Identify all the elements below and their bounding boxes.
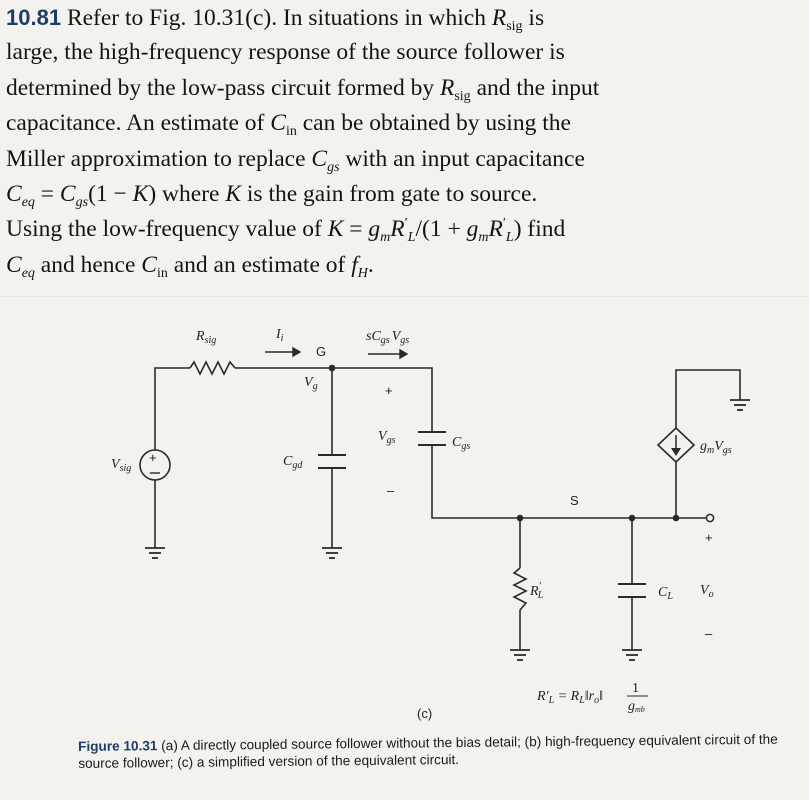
ground-icon xyxy=(622,650,642,660)
dependent-current-source xyxy=(658,428,694,462)
gm-symbol: g xyxy=(466,216,479,243)
problem-text: Miller approximation to replace xyxy=(6,145,312,172)
problem-line-6 xyxy=(6,177,802,212)
problem-text: (1 − xyxy=(88,180,133,207)
problem-text: = xyxy=(343,216,369,243)
problem-text: with an input capacitance xyxy=(339,145,585,172)
ii-label: $I_i$ xyxy=(276,327,284,344)
fh-symbol: f xyxy=(351,251,358,278)
v-sig-source xyxy=(140,450,170,480)
ground-icon xyxy=(510,650,530,660)
c-eq-symbol: C xyxy=(6,251,22,278)
r-sig-symbol: R xyxy=(491,5,507,31)
prime-mark: ′ xyxy=(502,216,506,232)
formula-numerator: 1 xyxy=(632,681,639,696)
c-l-capacitor xyxy=(618,584,646,597)
problem-line-5 xyxy=(6,142,802,177)
problem-text: can be obtained by using the xyxy=(296,110,571,137)
ground-icon xyxy=(145,548,165,558)
rl-label: R′ L xyxy=(530,581,544,601)
problem-line-4 xyxy=(6,106,802,141)
rl-symbol: R xyxy=(488,216,503,243)
ground-icon xyxy=(322,548,342,558)
prime-mark: ′ xyxy=(404,216,408,232)
part-label: (c) xyxy=(417,706,433,721)
c-gs-symbol: C xyxy=(59,180,76,207)
rl-subscript: L xyxy=(407,230,416,246)
output-terminal xyxy=(706,514,713,521)
c-gd-label: $C_{gd}$ xyxy=(283,454,303,471)
separator xyxy=(0,296,809,297)
problem-text: = xyxy=(34,180,60,207)
problem-text: and hence xyxy=(34,251,142,278)
problem-statement xyxy=(6,0,802,283)
node-dot xyxy=(673,515,680,522)
problem-text: ) find xyxy=(513,216,566,243)
c-in-subscript: in xyxy=(156,265,168,281)
r-sig-label: $R_{sig}$ xyxy=(196,329,217,346)
node-dot xyxy=(629,515,636,522)
rl-resistor xyxy=(514,568,526,610)
circuit-wires xyxy=(155,368,740,650)
k-symbol: K xyxy=(225,180,242,207)
vg-label: $V_g$ xyxy=(304,375,318,392)
c-eq-symbol: C xyxy=(6,180,22,207)
r-sig-subscript: sig xyxy=(506,19,523,34)
r-sig-symbol: R xyxy=(439,74,455,101)
scgs-vgs-label: $sC_{gs}$ $V_{gs}$ xyxy=(366,329,410,346)
c-in-symbol: C xyxy=(141,251,157,278)
r-sig-subscript: sig xyxy=(454,88,471,104)
c-gs-label: $C_{gs}$ xyxy=(452,435,471,452)
problem-number: 10.81 xyxy=(6,5,62,30)
rl-subscript: L xyxy=(505,230,514,246)
gm-subscript: m xyxy=(478,230,489,246)
wire xyxy=(155,368,190,450)
vgs-plus: + xyxy=(385,383,393,398)
c-gs-symbol: C xyxy=(311,145,328,172)
vo-label: $V_o$ xyxy=(700,583,714,600)
figure-number: Figure 10.31 xyxy=(78,738,158,754)
caption-text: (a) A directly coupled source follower without the bias detail; (b) high-frequency equivalent circuit of the source follower; (c) a simplified version of the equivalent circuit. xyxy=(78,731,778,771)
problem-text: determined by the low-pass circuit formed by xyxy=(6,74,440,101)
ground-icon xyxy=(730,400,750,410)
problem-line-2 xyxy=(6,35,802,70)
c-gs-subscript: gs xyxy=(327,159,340,175)
r-sig-resistor xyxy=(190,362,235,374)
s-node-label: S xyxy=(570,493,579,508)
problem-text: Refer to Fig. 10.31(c). In situations in which xyxy=(66,5,492,31)
problem-line-3 xyxy=(6,71,802,106)
current-arrow-icon xyxy=(265,348,300,356)
rl-formula xyxy=(536,681,648,714)
problem-text: is the gain from gate to source. xyxy=(241,180,538,207)
wire xyxy=(676,370,740,428)
c-eq-subscript: eq xyxy=(21,265,35,281)
gm-symbol: g xyxy=(368,216,381,243)
node-dot xyxy=(517,515,524,522)
circuit-diagram xyxy=(0,300,809,735)
c-in-symbol: C xyxy=(270,110,286,137)
vgs-minus: – xyxy=(387,483,395,498)
problem-line-7 xyxy=(6,212,802,247)
c-eq-subscript: eq xyxy=(21,194,35,210)
vo-plus: + xyxy=(705,530,713,545)
fh-subscript: H xyxy=(357,265,368,281)
figure-caption xyxy=(78,730,798,772)
gm-vgs-label: $g_mV_{gs}$ xyxy=(700,439,732,456)
vgs-label: $V_{gs}$ xyxy=(378,429,396,446)
v-sig-label: $V_{sig}$ xyxy=(111,457,132,474)
problem-text: and an estimate of xyxy=(167,251,352,278)
problem-line-8 xyxy=(6,248,802,283)
plus-sign: + xyxy=(149,450,157,465)
problem-text: capacitance. An estimate of xyxy=(6,110,271,137)
wire xyxy=(235,368,432,432)
c-gs-subscript: gs xyxy=(75,194,89,210)
problem-text: /(1 + xyxy=(415,216,467,243)
node-dot-g xyxy=(329,365,336,372)
c-in-subscript: in xyxy=(285,124,297,140)
rl-symbol: R xyxy=(390,216,405,243)
gm-subscript: m xyxy=(380,230,391,246)
problem-text: is xyxy=(522,5,545,31)
problem-text: Using the low-frequency value of xyxy=(6,216,328,243)
problem-text: ) where xyxy=(148,180,226,207)
c-gd-capacitor xyxy=(318,455,346,468)
problem-text: . xyxy=(367,251,374,278)
current-arrow-icon xyxy=(368,350,407,358)
k-symbol: K xyxy=(132,180,149,207)
problem-line-1 xyxy=(6,0,802,35)
vo-minus: – xyxy=(705,626,713,641)
k-symbol: K xyxy=(327,216,344,243)
formula-text: $R'_L$ = $R_L‖r_o‖$ xyxy=(537,689,604,706)
c-l-label: $C_L$ xyxy=(658,585,673,602)
problem-text: large, the high-frequency response of the source follower is xyxy=(6,39,565,66)
formula-denominator: gmb xyxy=(628,699,645,714)
c-gs-capacitor xyxy=(418,432,446,445)
g-node-label: G xyxy=(316,344,327,359)
problem-text: and the input xyxy=(470,74,600,101)
